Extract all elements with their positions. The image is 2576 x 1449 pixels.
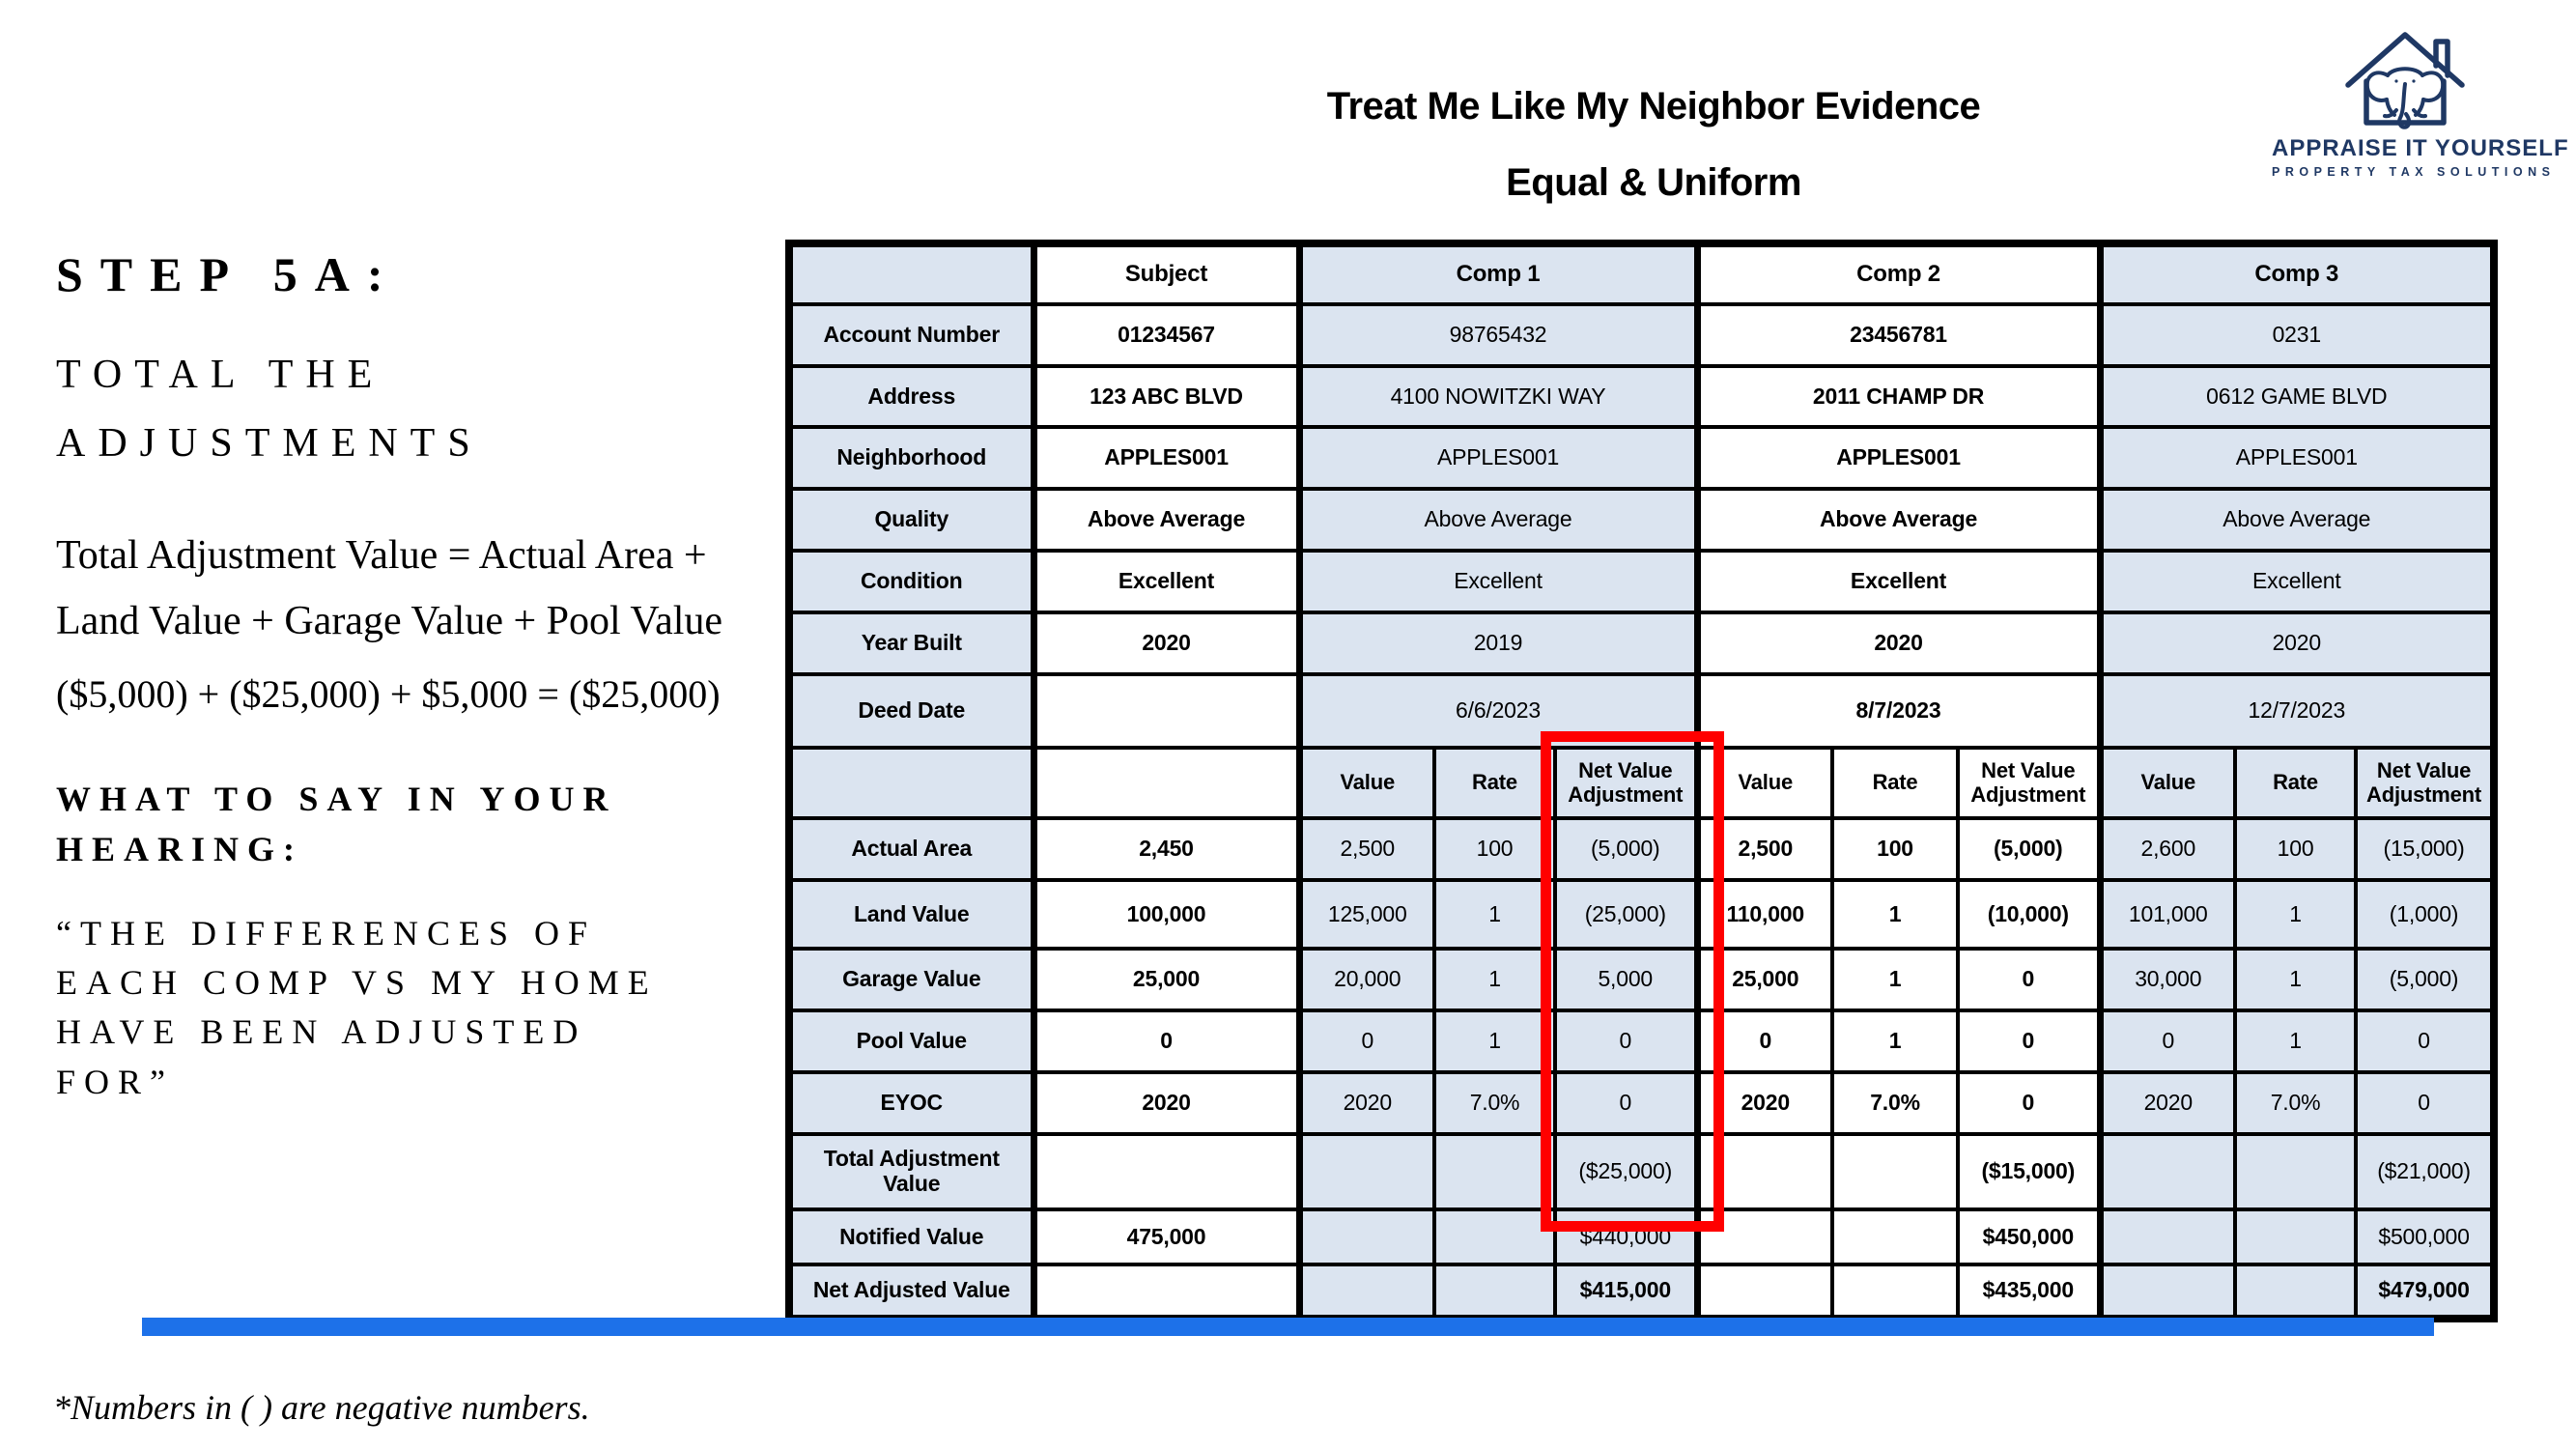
garage-value-subject: 25,000 <box>1033 949 1299 1010</box>
account-number-subject: 01234567 <box>1033 304 1299 366</box>
eyoc-comp2-value: 2020 <box>1697 1072 1832 1134</box>
subheader-comp1-net-value-adjustment: Net Value Adjustment <box>1555 748 1697 818</box>
eyoc-comp3-value: 2020 <box>2100 1072 2235 1134</box>
year-built-label: Year Built <box>789 612 1033 674</box>
table-row <box>789 1209 2494 1264</box>
condition-comp1: Excellent <box>1299 551 1697 612</box>
net-adjusted-value-comp2-rate-blank <box>1832 1264 1958 1319</box>
elephant-in-house-icon <box>2341 25 2469 131</box>
table-row <box>789 243 2494 304</box>
deed-date-comp3: 12/7/2023 <box>2100 674 2494 748</box>
pool-value-comp2-value: 0 <box>1697 1010 1832 1072</box>
table-row <box>789 748 2494 818</box>
slide-subtitle: Equal & Uniform <box>1506 161 1801 204</box>
step-heading: STEP 5A: <box>56 247 401 301</box>
notified-value-label: Notified Value <box>789 1209 1033 1264</box>
actual-area-label: Actual Area <box>789 818 1033 880</box>
quality-subject: Above Average <box>1033 489 1299 551</box>
neighborhood-subject: APPLES001 <box>1033 427 1299 489</box>
subheader-comp2-net-value-adjustment: Net Value Adjustment <box>1958 748 2100 818</box>
table-row <box>789 366 2494 427</box>
account-number-comp2: 23456781 <box>1697 304 2100 366</box>
total-adjustment-value-comp2-rate-blank <box>1832 1134 1958 1209</box>
neighborhood-comp2: APPLES001 <box>1697 427 2100 489</box>
address-comp1: 4100 NOWITZKI WAY <box>1299 366 1697 427</box>
quality-comp3: Above Average <box>2100 489 2494 551</box>
land-value-comp2-rate: 1 <box>1832 880 1958 949</box>
garage-value-comp3-net-value-adjustment: (5,000) <box>2356 949 2494 1010</box>
actual-area-comp3-rate: 100 <box>2235 818 2356 880</box>
actual-area-comp1-rate: 100 <box>1434 818 1555 880</box>
subheader-comp1-rate: Rate <box>1434 748 1555 818</box>
neighborhood-label: Neighborhood <box>789 427 1033 489</box>
deed-date-subject <box>1033 674 1299 748</box>
total-adjustment-value-comp2-value-blank <box>1697 1134 1832 1209</box>
notified-value-comp1-value-blank <box>1299 1209 1434 1264</box>
net-adjusted-value-comp3-rate-blank <box>2235 1264 2356 1319</box>
account-number-label: Account Number <box>789 304 1033 366</box>
pool-value-label: Pool Value <box>789 1010 1033 1072</box>
garage-value-comp2-rate: 1 <box>1832 949 1958 1010</box>
table-row <box>789 427 2494 489</box>
actual-area-comp3-value: 2,600 <box>2100 818 2235 880</box>
neighborhood-comp1: APPLES001 <box>1299 427 1697 489</box>
eyoc-comp3-rate: 7.0% <box>2235 1072 2356 1134</box>
total-adjustment-value-comp1-value-blank <box>1299 1134 1434 1209</box>
pool-value-subject: 0 <box>1033 1010 1299 1072</box>
header-comp-3: Comp 3 <box>2100 243 2494 304</box>
total-adjustment-value-comp3-net-value-adjustment: ($21,000) <box>2356 1134 2494 1209</box>
table-row <box>789 1010 2494 1072</box>
year-built-comp1: 2019 <box>1299 612 1697 674</box>
garage-value-comp1-net-value-adjustment: 5,000 <box>1555 949 1697 1010</box>
deed-date-comp2: 8/7/2023 <box>1697 674 2100 748</box>
condition-comp3: Excellent <box>2100 551 2494 612</box>
left-panel <box>56 246 790 1107</box>
land-value-label: Land Value <box>789 880 1033 949</box>
net-adjusted-value-comp1-rate-blank <box>1434 1264 1555 1319</box>
notified-value-comp3-net-value-adjustment: $500,000 <box>2356 1209 2494 1264</box>
pool-value-comp1-rate: 1 <box>1434 1010 1555 1072</box>
land-value-comp3-rate: 1 <box>2235 880 2356 949</box>
comparison-table <box>785 240 2498 1322</box>
actual-area-comp1-value: 2,500 <box>1299 818 1434 880</box>
pool-value-comp1-value: 0 <box>1299 1010 1434 1072</box>
table-row <box>789 1264 2494 1319</box>
eyoc-comp2-rate: 7.0% <box>1832 1072 1958 1134</box>
quality-label: Quality <box>789 489 1033 551</box>
account-number-comp1: 98765432 <box>1299 304 1697 366</box>
garage-value-comp1-rate: 1 <box>1434 949 1555 1010</box>
pool-value-comp2-rate: 1 <box>1832 1010 1958 1072</box>
logo <box>2272 25 2569 179</box>
account-number-comp3: 0231 <box>2100 304 2494 366</box>
notified-value-subject: 475,000 <box>1033 1209 1299 1264</box>
pool-value-comp2-net-value-adjustment: 0 <box>1958 1010 2100 1072</box>
address-label: Address <box>789 366 1033 427</box>
table-row <box>789 1072 2494 1134</box>
notified-value-comp3-rate-blank <box>2235 1209 2356 1264</box>
condition-label: Condition <box>789 551 1033 612</box>
eyoc-subject: 2020 <box>1033 1072 1299 1134</box>
header-subject: Subject <box>1033 243 1299 304</box>
garage-value-comp2-value: 25,000 <box>1697 949 1832 1010</box>
pool-value-comp3-net-value-adjustment: 0 <box>2356 1010 2494 1072</box>
condition-subject: Excellent <box>1033 551 1299 612</box>
actual-area-comp1-net-value-adjustment: (5,000) <box>1555 818 1697 880</box>
total-adjustment-value-comp1-rate-blank <box>1434 1134 1555 1209</box>
negative-numbers-footnote: *Numbers in ( ) are negative numbers. <box>53 1388 590 1427</box>
pool-value-comp1-net-value-adjustment: 0 <box>1555 1010 1697 1072</box>
total-adjustment-value-comp2-net-value-adjustment: ($15,000) <box>1958 1134 2100 1209</box>
garage-value-comp1-value: 20,000 <box>1299 949 1434 1010</box>
notified-value-comp2-rate-blank <box>1832 1209 1958 1264</box>
land-value-comp3-net-value-adjustment: (1,000) <box>2356 880 2494 949</box>
land-value-comp1-value: 125,000 <box>1299 880 1434 949</box>
notified-value-comp3-value-blank <box>2100 1209 2235 1264</box>
actual-area-comp2-net-value-adjustment: (5,000) <box>1958 818 2100 880</box>
notified-value-comp2-net-value-adjustment: $450,000 <box>1958 1209 2100 1264</box>
subheader-comp3-rate: Rate <box>2235 748 2356 818</box>
actual-area-comp3-net-value-adjustment: (15,000) <box>2356 818 2494 880</box>
net-adjusted-value-comp2-net-value-adjustment: $435,000 <box>1958 1264 2100 1319</box>
subheader-comp2-rate: Rate <box>1832 748 1958 818</box>
table-row <box>789 674 2494 748</box>
notified-value-comp1-rate-blank <box>1434 1209 1555 1264</box>
address-subject: 123 ABC BLVD <box>1033 366 1299 427</box>
header-comp-1: Comp 1 <box>1299 243 1697 304</box>
formula-calculation: ($5,000) + ($25,000) + $5,000 = ($25,000) <box>56 671 721 716</box>
eyoc-label: EYOC <box>789 1072 1033 1134</box>
table-row <box>789 949 2494 1010</box>
hearing-quote: “THE DIFFERENCES OF EACH COMP VS MY HOME HAVE BEEN ADJUSTED FOR” <box>56 914 658 1101</box>
deed-date-label: Deed Date <box>789 674 1033 748</box>
eyoc-comp1-rate: 7.0% <box>1434 1072 1555 1134</box>
total-adjustment-value-comp3-value-blank <box>2100 1134 2235 1209</box>
subheader-blank-subject <box>1033 748 1299 818</box>
table-row <box>789 818 2494 880</box>
neighborhood-comp3: APPLES001 <box>2100 427 2494 489</box>
land-value-comp2-value: 110,000 <box>1697 880 1832 949</box>
bottom-accent-bar <box>142 1318 2434 1336</box>
logo-name: APPRAISE IT YOURSELF <box>2272 135 2569 161</box>
deed-date-comp1: 6/6/2023 <box>1299 674 1697 748</box>
net-adjusted-value-comp1-net-value-adjustment: $415,000 <box>1555 1264 1697 1319</box>
total-adjustment-value-label: Total Adjustment Value <box>789 1134 1033 1209</box>
title-block <box>1171 85 2137 205</box>
net-adjusted-value-label: Net Adjusted Value <box>789 1264 1033 1319</box>
slide-title: Treat Me Like My Neighbor Evidence <box>1326 85 1981 128</box>
actual-area-comp2-value: 2,500 <box>1697 818 1832 880</box>
subheader-blank-label <box>789 748 1033 818</box>
total-adjustment-value-comp3-rate-blank <box>2235 1134 2356 1209</box>
eyoc-comp1-net-value-adjustment: 0 <box>1555 1072 1697 1134</box>
header-comp-2: Comp 2 <box>1697 243 2100 304</box>
quality-comp1: Above Average <box>1299 489 1697 551</box>
subheader-comp1-value: Value <box>1299 748 1434 818</box>
year-built-comp2: 2020 <box>1697 612 2100 674</box>
net-adjusted-value-subject <box>1033 1264 1299 1319</box>
address-comp3: 0612 GAME BLVD <box>2100 366 2494 427</box>
year-built-subject: 2020 <box>1033 612 1299 674</box>
table-row <box>789 612 2494 674</box>
table-row <box>789 489 2494 551</box>
land-value-comp1-net-value-adjustment: (25,000) <box>1555 880 1697 949</box>
table-row <box>789 551 2494 612</box>
actual-area-subject: 2,450 <box>1033 818 1299 880</box>
total-adjustment-value-subject <box>1033 1134 1299 1209</box>
formula-text: Total Adjustment Value = Actual Area + Land Value + Garage Value + Pool Value <box>56 532 723 643</box>
total-adjustment-value-comp1-net-value-adjustment: ($25,000) <box>1555 1134 1697 1209</box>
land-value-subject: 100,000 <box>1033 880 1299 949</box>
garage-value-comp3-rate: 1 <box>2235 949 2356 1010</box>
step-subheading: TOTAL THE ADJUSTMENTS <box>56 353 483 467</box>
eyoc-comp2-net-value-adjustment: 0 <box>1958 1072 2100 1134</box>
table-row <box>789 880 2494 949</box>
net-adjusted-value-comp2-value-blank <box>1697 1264 1832 1319</box>
garage-value-comp3-value: 30,000 <box>2100 949 2235 1010</box>
notified-value-comp1-net-value-adjustment: $440,000 <box>1555 1209 1697 1264</box>
actual-area-comp2-rate: 100 <box>1832 818 1958 880</box>
net-adjusted-value-comp1-value-blank <box>1299 1264 1434 1319</box>
garage-value-label: Garage Value <box>789 949 1033 1010</box>
pool-value-comp3-value: 0 <box>2100 1010 2235 1072</box>
notified-value-comp2-value-blank <box>1697 1209 1832 1264</box>
subheader-comp3-net-value-adjustment: Net Value Adjustment <box>2356 748 2494 818</box>
land-value-comp2-net-value-adjustment: (10,000) <box>1958 880 2100 949</box>
logo-tagline: PROPERTY TAX SOLUTIONS <box>2272 165 2556 179</box>
pool-value-comp3-rate: 1 <box>2235 1010 2356 1072</box>
subheader-comp2-value: Value <box>1697 748 1832 818</box>
net-adjusted-value-comp3-net-value-adjustment: $479,000 <box>2356 1264 2494 1319</box>
condition-comp2: Excellent <box>1697 551 2100 612</box>
subheader-comp3-value: Value <box>2100 748 2235 818</box>
address-comp2: 2011 CHAMP DR <box>1697 366 2100 427</box>
year-built-comp3: 2020 <box>2100 612 2494 674</box>
header-blank <box>789 243 1033 304</box>
quality-comp2: Above Average <box>1697 489 2100 551</box>
net-adjusted-value-comp3-value-blank <box>2100 1264 2235 1319</box>
hearing-heading: WHAT TO SAY IN YOUR HEARING: <box>56 779 617 869</box>
table-row <box>789 304 2494 366</box>
eyoc-comp3-net-value-adjustment: 0 <box>2356 1072 2494 1134</box>
table-row <box>789 1134 2494 1209</box>
eyoc-comp1-value: 2020 <box>1299 1072 1434 1134</box>
land-value-comp3-value: 101,000 <box>2100 880 2235 949</box>
garage-value-comp2-net-value-adjustment: 0 <box>1958 949 2100 1010</box>
land-value-comp1-rate: 1 <box>1434 880 1555 949</box>
